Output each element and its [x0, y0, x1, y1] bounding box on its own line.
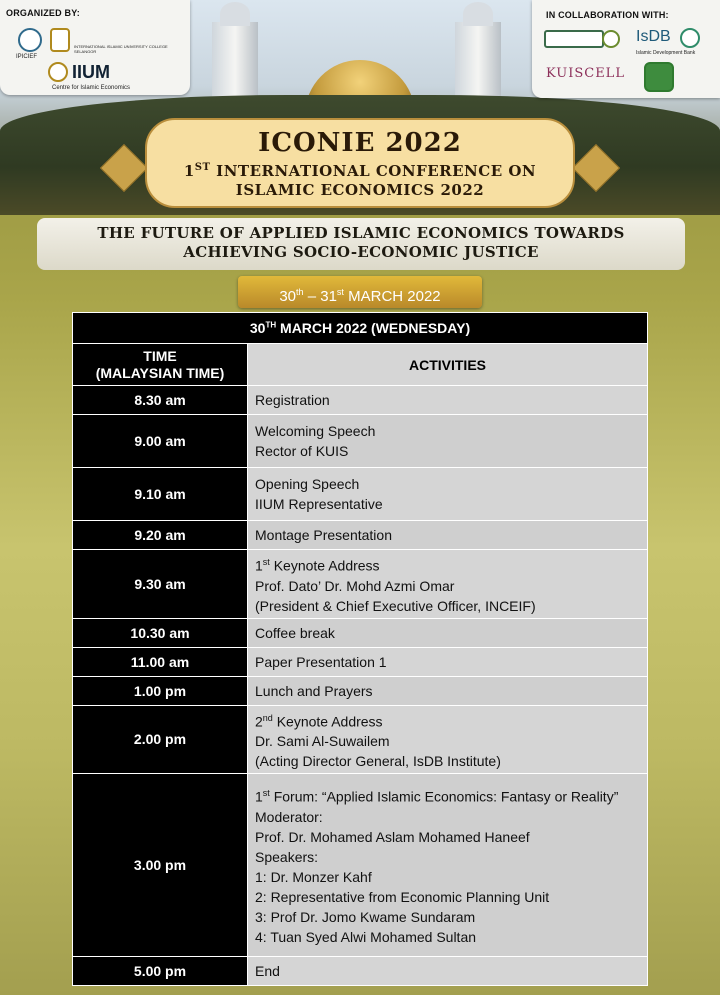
activities-column-header: ACTIVITIES: [248, 344, 648, 386]
collaboration-label: IN COLLABORATION WITH:: [546, 10, 669, 20]
time-cell: 3.00 pm: [73, 774, 248, 957]
iium-logo-subtext: Centre for Islamic Economics: [52, 85, 131, 91]
iium-logo-text: IIUM: [72, 62, 110, 82]
ipicief-logo-icon: [18, 28, 42, 52]
activity-cell: [248, 521, 648, 550]
isdb-logo-subtext: Islamic Development Bank: [636, 50, 696, 56]
day-suffix: TH: [265, 320, 277, 330]
start-day: 30: [279, 288, 297, 305]
ordinal-suffix: nd: [262, 712, 273, 723]
unisza-logo-icon: [544, 30, 604, 48]
table-row: [73, 468, 648, 521]
schedule-table: [72, 312, 648, 986]
crest-logo-icon: [644, 62, 674, 92]
time-column-header: [73, 344, 248, 386]
start-suffix: th: [296, 287, 304, 297]
day-header: [73, 313, 648, 344]
activity-line: 3: Prof Dr. Jomo Kwame Sundaram: [255, 909, 476, 926]
activity-title-rest: Forum: “Applied Islamic Economics: Fantasy or Reality”: [269, 789, 619, 806]
activity-cell: [248, 774, 648, 957]
time-cell: 9.00 am: [73, 415, 248, 468]
isdb-logo-text: IsDB: [636, 28, 671, 45]
green-emblem-icon: [602, 30, 620, 48]
time-cell: 9.30 am: [73, 550, 248, 619]
table-row: [73, 676, 648, 705]
table-row: [73, 647, 648, 676]
activity-line: Welcoming Speech: [255, 423, 376, 439]
activity-line: Prof. Dr. Mohamed Aslam Mohamed Haneef: [255, 829, 530, 846]
time-header-line2: (MALAYSIAN TIME): [95, 364, 225, 381]
conference-subtitle-line2: ISLAMIC ECONOMICS 2022: [235, 181, 485, 199]
activity-line: Opening Speech: [255, 476, 360, 492]
activity-line: End: [255, 963, 280, 980]
conference-title: ICONIE 2022: [258, 128, 462, 158]
activity-cell: [248, 957, 648, 986]
kuis-logo-text: INTERNATIONAL ISLAMIC UNIVERSITY COLLEGE SELANGOR: [74, 44, 168, 54]
activity-line: Speakers:: [255, 849, 319, 866]
ipicief-logo-text: IPICIEF: [16, 54, 38, 60]
day-header-row: [73, 313, 648, 344]
day-rest: MARCH 2022 (WEDNESDAY): [276, 320, 471, 336]
activity-title: [255, 783, 640, 807]
activity-cell: [248, 676, 648, 705]
left-diamond-ornament: [100, 144, 148, 192]
end-suffix: st: [336, 287, 344, 297]
time-cell: 9.10 am: [73, 468, 248, 521]
activity-title: [255, 708, 640, 732]
table-row: [73, 774, 648, 957]
theme-line2: ACHIEVING SOCIO-ECONOMIC JUSTICE: [183, 243, 539, 261]
theme-line1: THE FUTURE OF APPLIED ISLAMIC ECONOMICS TOWARDS: [97, 224, 625, 242]
column-header-row: [73, 344, 648, 386]
organizer-label: ORGANIZED BY:: [6, 8, 80, 18]
table-row: [73, 386, 648, 415]
schedule-rows: [73, 386, 648, 986]
banner-plaque: [145, 118, 575, 208]
conference-subtitle-line1: [147, 158, 573, 181]
activity-cell: [248, 415, 648, 468]
time-cell: 2.00 pm: [73, 705, 248, 774]
ordinal: 2: [255, 713, 263, 730]
activity-line: Coffee break: [255, 624, 335, 641]
collaboration-card: [532, 0, 720, 98]
time-cell: 10.30 am: [73, 618, 248, 647]
conference-theme: [37, 218, 685, 270]
activity-line: (President & Chief Executive Officer, INCEIF): [255, 597, 536, 614]
activity-cell: [248, 618, 648, 647]
ordinal: 1: [183, 162, 195, 180]
activity-line: Paper Presentation 1: [255, 653, 387, 670]
time-cell: 11.00 am: [73, 647, 248, 676]
activity-line: Rector of KUIS: [255, 443, 349, 459]
iium-logo-icon: [48, 62, 68, 82]
table-row: [73, 415, 648, 468]
time-cell: 1.00 pm: [73, 676, 248, 705]
activity-line: Lunch and Prayers: [255, 682, 373, 699]
activity-line: 1: Dr. Monzer Kahf: [255, 869, 372, 886]
conference-dates: [238, 276, 482, 308]
table-row: [73, 550, 648, 619]
ordinal-suffix: st: [262, 788, 270, 799]
isdb-logo-icon: [680, 28, 700, 48]
activity-cell: [248, 705, 648, 774]
activity-line: Moderator:: [255, 809, 323, 826]
activity-line: Montage Presentation: [255, 527, 392, 543]
table-row: [73, 618, 648, 647]
activity-title-rest: Keynote Address: [269, 557, 380, 574]
activity-line: Dr. Sami Al-Suwailem: [255, 733, 390, 750]
activity-line: (Acting Director General, IsDB Institute): [255, 753, 501, 770]
activity-cell: [248, 647, 648, 676]
table-row: [73, 705, 648, 774]
right-diamond-ornament: [572, 144, 620, 192]
table-row: [73, 521, 648, 550]
activity-line: 4: Tuan Syed Alwi Mohamed Sultan: [255, 929, 477, 946]
ordinal-suffix: st: [262, 557, 270, 567]
activity-cell: [248, 550, 648, 619]
time-header-line1: TIME: [143, 347, 177, 364]
activity-line: Registration: [255, 392, 330, 408]
ordinal-suffix: ST: [194, 162, 211, 173]
ordinal: 1: [255, 557, 263, 574]
time-cell: 9.20 am: [73, 521, 248, 550]
kuis-logo-icon: [50, 28, 70, 52]
activity-line: IIUM Representative: [255, 496, 383, 512]
day-num: 30: [249, 320, 266, 336]
month-year: MARCH 2022: [343, 288, 441, 305]
date-separator: –: [303, 288, 321, 305]
activity-cell: [248, 386, 648, 415]
end-day: 31: [320, 288, 337, 305]
kuiscell-logo-text: KUISCELL: [546, 66, 625, 81]
activity-line: Prof. Dato’ Dr. Mohd Azmi Omar: [255, 577, 455, 594]
activity-title-rest: Keynote Address: [272, 713, 383, 730]
time-cell: 5.00 pm: [73, 957, 248, 986]
organizer-card: [0, 0, 190, 95]
ordinal: 1: [255, 789, 263, 806]
subtitle-rest: INTERNATIONAL CONFERENCE ON: [210, 162, 537, 180]
conference-banner: [105, 118, 615, 208]
activity-line: 2: Representative from Economic Planning Unit: [255, 889, 550, 906]
table-row: [73, 957, 648, 986]
activity-cell: [248, 468, 648, 521]
activity-title: [255, 552, 640, 576]
time-cell: 8.30 am: [73, 386, 248, 415]
